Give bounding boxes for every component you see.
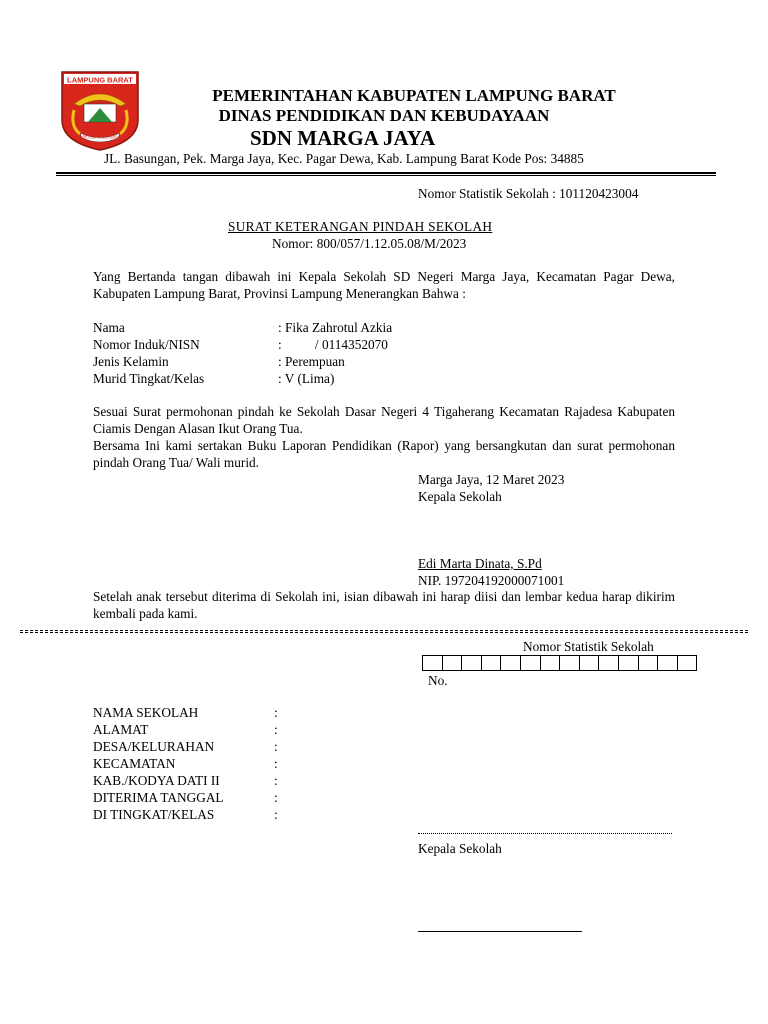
nss-digit-box[interactable] bbox=[540, 655, 560, 671]
field-value-name: : Fika Zahrotul Azkia bbox=[278, 320, 393, 335]
reply-signer-role: Kepala Sekolah bbox=[418, 841, 502, 856]
school-statistic-number: Nomor Statistik Sekolah : 101120423004 bbox=[418, 186, 639, 201]
nss-digit-box[interactable] bbox=[500, 655, 520, 671]
signer-nip: NIP. 197204192000071001 bbox=[418, 573, 565, 588]
gov-title: PEMERINTAHAN KABUPATEN LAMPUNG BARAT bbox=[212, 86, 616, 105]
field-label-nisn: Nomor Induk/NISN bbox=[93, 337, 200, 352]
field-label-name: Nama bbox=[93, 320, 125, 335]
dept-title: DINAS PENDIDIKAN DAN KEBUDAYAAN bbox=[218, 106, 550, 125]
nss-digit-box[interactable] bbox=[559, 655, 579, 671]
reply-field-colon[interactable]: : bbox=[274, 705, 278, 720]
reply-field-label: KECAMATAN bbox=[93, 756, 176, 771]
reply-signature-place-dots bbox=[418, 833, 672, 834]
field-value-class: : V (Lima) bbox=[278, 371, 335, 386]
reply-no-label: No. bbox=[428, 673, 448, 688]
school-name: SDN MARGA JAYA bbox=[250, 126, 436, 150]
reply-field-colon[interactable]: : bbox=[274, 807, 278, 822]
nss-digit-box[interactable] bbox=[618, 655, 638, 671]
intro-paragraph: Yang Bertanda tangan dibawah ini Kepala Sekolah SD Negeri Marga Jaya, Kecamatan Pagar Dewa, Kabupaten Lampung Barat, Provinsi Lampung Menerangkan Bahwa : bbox=[93, 269, 675, 301]
reply-field-colon[interactable]: : bbox=[274, 756, 278, 771]
logo-text-top: LAMPUNG BARAT bbox=[67, 75, 133, 85]
header-rule bbox=[56, 172, 716, 174]
reply-field-label: KAB./KODYA DATI II bbox=[93, 773, 220, 788]
nss-digit-box[interactable] bbox=[657, 655, 677, 671]
nss-digit-box[interactable] bbox=[422, 655, 442, 671]
reply-field-colon[interactable]: : bbox=[274, 790, 278, 805]
nss-digit-box[interactable] bbox=[442, 655, 462, 671]
nss-digit-box[interactable] bbox=[677, 655, 698, 671]
nss-digit-box[interactable] bbox=[579, 655, 599, 671]
reason-paragraph: Sesuai Surat permohonan pindah ke Sekolah Dasar Negeri 4 Tigaherang Kecamatan Rajadesa Kabupaten Ciamis Dengan Alasan Ikut Orang Tua. bbox=[93, 404, 675, 436]
cut-line bbox=[20, 630, 748, 631]
reply-field-label: DITERIMA TANGGAL bbox=[93, 790, 224, 805]
reply-field-colon[interactable]: : bbox=[274, 722, 278, 737]
reply-field-label: NAMA SEKOLAH bbox=[93, 705, 199, 720]
nss-digit-boxes[interactable] bbox=[422, 655, 697, 671]
nss-digit-box[interactable] bbox=[461, 655, 481, 671]
field-label-class: Murid Tingkat/Kelas bbox=[93, 371, 205, 386]
attachment-paragraph: Bersama Ini kami sertakan Buku Laporan Pendidikan (Rapor) yang bersangkutan dan surat permohonan pindah Orang Tua/ Wali murid. bbox=[93, 438, 675, 470]
signer-role: Kepala Sekolah bbox=[418, 489, 502, 504]
signer-name: Edi Marta Dinata, S.Pd bbox=[418, 556, 542, 571]
after-note: Setelah anak tersebut diterima di Sekolah ini, isian dibawah ini harap diisi dan lembar kedua harap dikirim kembali pada kami. bbox=[93, 589, 675, 621]
letter-number: Nomor: 800/057/1.12.05.08/M/2023 bbox=[272, 236, 467, 251]
logo-text-bottom: BEGUAI JEJAMA bbox=[82, 134, 118, 140]
place-date: Marga Jaya, 12 Maret 2023 bbox=[418, 472, 565, 487]
header-rule-thin bbox=[56, 175, 716, 176]
school-address: JL. Basungan, Pek. Marga Jaya, Kec. Pagar Dewa, Kab. Lampung Barat Kode Pos: 34885 bbox=[104, 151, 584, 166]
reply-field-colon[interactable]: : bbox=[274, 739, 278, 754]
reply-field-label: DESA/KELURAHAN bbox=[93, 739, 215, 754]
field-value-nisn: : / 0114352070 bbox=[278, 337, 388, 352]
nss-digit-box[interactable] bbox=[638, 655, 658, 671]
reply-field-colon[interactable]: : bbox=[274, 773, 278, 788]
reply-field-label: DI TINGKAT/KELAS bbox=[93, 807, 215, 822]
reply-nss-label: Nomor Statistik Sekolah bbox=[523, 639, 654, 654]
nss-digit-box[interactable] bbox=[520, 655, 540, 671]
nss-digit-box[interactable] bbox=[598, 655, 618, 671]
field-label-gender: Jenis Kelamin bbox=[93, 354, 169, 369]
reply-signature-line bbox=[418, 931, 582, 932]
letter-title: SURAT KETERANGAN PINDAH SEKOLAH bbox=[228, 219, 493, 234]
reply-field-label: ALAMAT bbox=[93, 722, 149, 737]
nss-digit-box[interactable] bbox=[481, 655, 501, 671]
field-value-gender: : Perempuan bbox=[278, 354, 345, 369]
cut-line-second bbox=[20, 632, 748, 633]
